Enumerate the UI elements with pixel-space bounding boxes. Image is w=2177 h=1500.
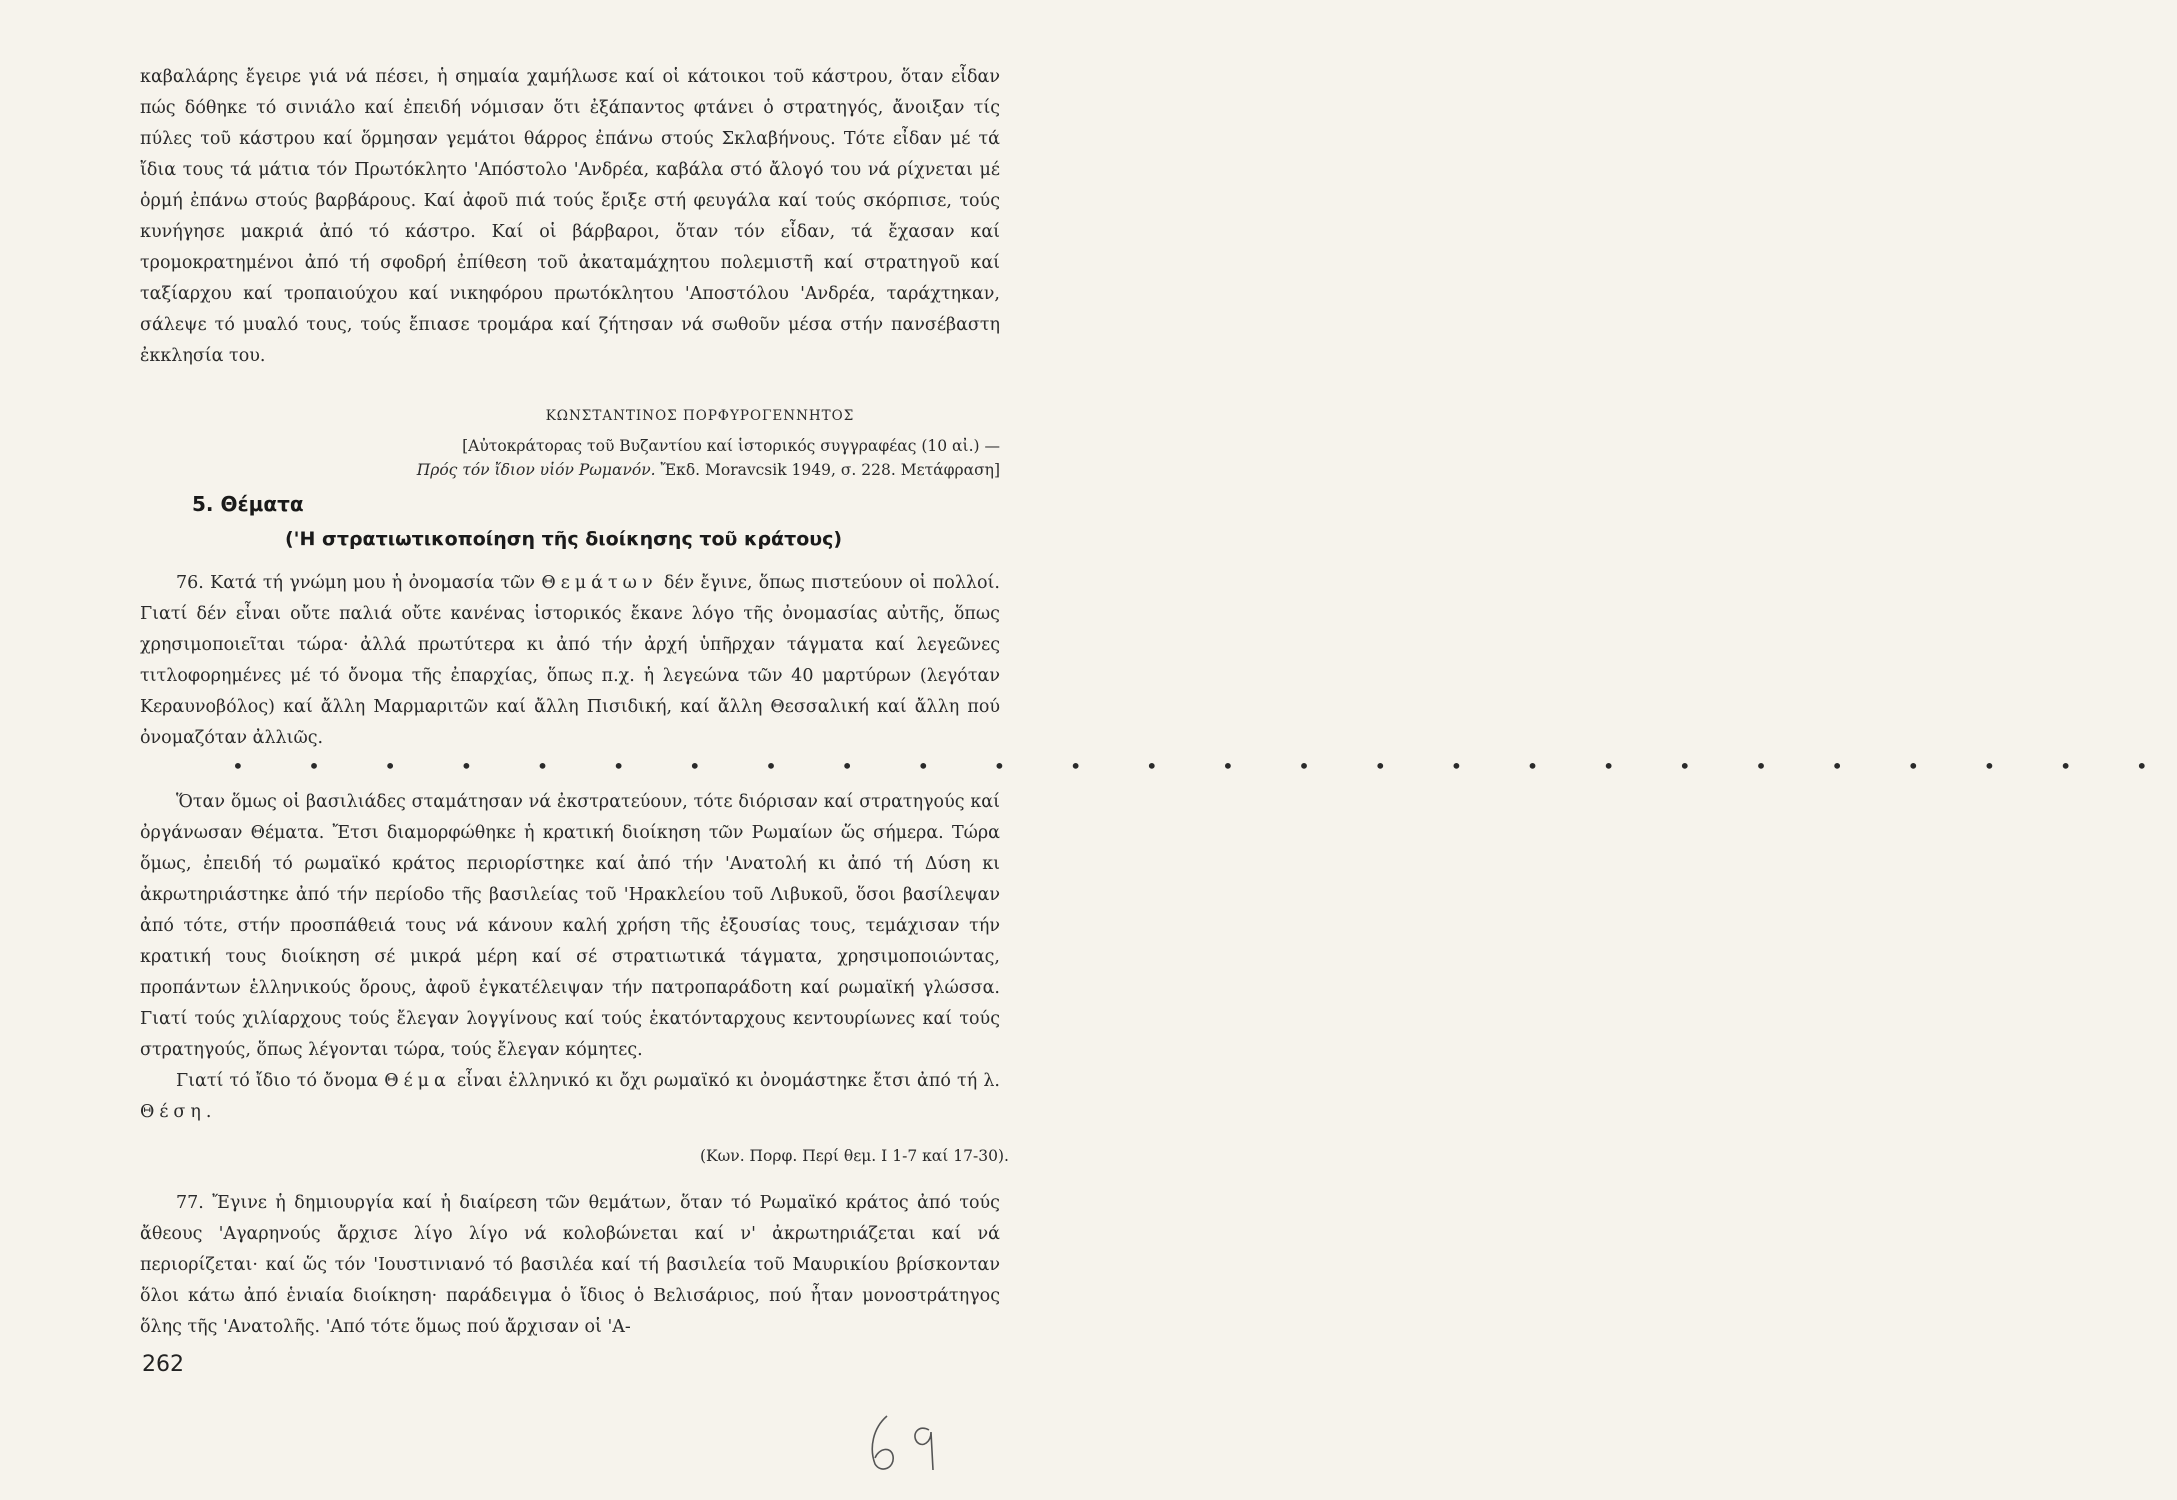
paragraph-76c-spaced-word-1: Θέμα <box>384 1071 451 1091</box>
paragraph-76c-middle: εἶναι ἑλληνικό κι ὄχι ρωμαϊκό κι ὀνομάστηκε ἔτσι ἀπό τή λ. <box>457 1071 1000 1091</box>
paragraph-76-rest: δέν ἔγινε, ὅπως πιστεύουν οἱ πολλοί. Γιατί δέν εἶναι οὔτε παλιά οὔτε κανένας ἱστορικός ἔκανε λόγο τῆς ὀνομασίας αὐτῆς, ὅπως χρησιμοποιεῖται τώρα· ἀλλά πρωτύτερα κι ἀπό τήν ἀρχή ὑπῆρχαν τάγματα καί λεγεῶνες τιτλοφορημένες μέ τό ὄνομα τῆς ἐπαρχίας, ὅπως π.χ. ἡ λεγεώνα τῶν 40 μαρτύρων (λεγόταν Κεραυνοβόλος) καί ἄλλη Μαρμαριτῶν καί ἄλλη Πισιδική, καί ἄλλη Θεσσαλική καί ἄλλη πού ὀνομαζόταν ἀλλιῶς. <box>140 573 1000 748</box>
paragraph-76c-before: Γιατί τό ἴδιο τό ὄνομα <box>176 1071 379 1091</box>
paragraph-76-block <box>140 568 1000 754</box>
source-line-2 <box>360 458 1000 482</box>
paragraph-77-block <box>140 1188 1000 1343</box>
source-attribution <box>360 404 1000 482</box>
intro-paragraph: καβαλάρης ἔγειρε γιά νά πέσει, ἡ σημαία χαμήλωσε καί οἱ κάτοικοι τοῦ κάστρου, ὅταν εἶδαν πώς δόθηκε τό σινιάλο καί ἐπειδή νόμισαν ὅτι ἐξάπαντος φτάνει ὁ στρατηγός, ἄνοιξαν τίς πύλες τοῦ κάστρου καί ὅρμησαν γεμάτοι θάρρος ἐπάνω στούς Σκλαβήνους. Τότε εἶδαν μέ τά ἴδια τους τά μάτια τόν Πρωτόκλητο 'Απόστολο 'Ανδρέα, καβάλα στό ἄλογό του νά ρίχνεται μέ ὁρμή ἐπάνω στούς βαρβάρους. Καί ἀφοῦ πιά τούς ἔριξε στή φευγάλα καί τούς σκόρπισε, τούς κυνήγησε μακριά ἀπό τό κάστρο. Καί οἱ βάρβαροι, ὅταν τόν εἶδαν, τά ἔχασαν καί τρομοκρατημένοι ἀπό τή σφοδρή ἐπίθεση τοῦ ἀκαταμάχητου πολεμιστῆ καί στρατηγοῦ καί ταξίαρχου καί τροπαιούχου καί νικηφόρου πρωτόκλητου 'Αποστόλου 'Ανδρέα, ταράχτηκαν, σάλεψε τό μυαλό τους, τούς ἔπιασε τρομάρα καί ζήτησαν νά σωθοῦν μέσα στήν πανσέβαστη ἐκκλησία του. <box>140 67 1000 366</box>
source-edition: Ἔκδ. Moravcsik 1949, σ. 228. Μετάφραση] <box>655 461 1000 479</box>
paragraph-76c-spaced-word-2: Θέση. <box>140 1102 217 1122</box>
paragraph-76-spaced-word: Θεμάτων <box>541 573 658 593</box>
source-line-1: [Αὐτοκράτορας τοῦ Βυζαντίου καί ἱστορικός συγγραφέας (10 αἰ.) — <box>462 437 1000 455</box>
ellipsis-dots: • • • • • • • • • • • • • • • • • • • • • • • • • • <box>232 754 2177 778</box>
section-title: 5. Θέματα <box>192 492 304 516</box>
intro-paragraph-block <box>140 62 1000 372</box>
handwritten-page-note <box>865 1408 955 1478</box>
section-subtitle: ('Η στρατιωτικοποίηση τῆς διοίκησης τοῦ κράτους) <box>285 528 843 550</box>
page-number: 262 <box>142 1352 184 1377</box>
paragraph-77: 77. Ἔγινε ἡ δημιουργία καί ἡ διαίρεση τῶν θεμάτων, ὅταν τό Ρωμαϊκό κράτος ἀπό τούς ἄθεους 'Αγαρηνούς ἄρχισε λίγο λίγο νά κολοβώνεται καί ν' ἀκρωτηριάζεται καί νά περιορίζεται· καί ὥς τόν 'Ιουστινιανό τό βασιλέα καί τή βασιλεία τοῦ Μαυρικίου βρίσκονταν ὅλοι κάτω ἀπό ἑνιαία διοίκηση· παράδειγμα ὁ ἴδιος ὁ Βελισάριος, πού ἦταν μονοστράτηγος ὅλης τῆς 'Ανατολῆς. 'Από τότε ὅμως πού ἄρχισαν οἱ 'Α- <box>140 1193 1000 1337</box>
paragraph-76-lead: 76. Κατά τή γνώμη μου ἡ ὀνομασία τῶν <box>176 573 536 593</box>
paragraph-76b-block <box>140 787 1000 1128</box>
paragraph-76 <box>140 568 1000 754</box>
source-author: ΚΩΝΣΤΑΝΤΙΝΟΣ ΠΟΡΦΥΡΟΓΕΝΝΗΤΟΣ <box>545 408 855 424</box>
paragraph-76b: Ὅταν ὅμως οἱ βασιλιάδες σταμάτησαν νά ἐκστρατεύουν, τότε διόρισαν καί στρατηγούς καί ὀργάνωσαν Θέματα. Ἔτσι διαμορφώθηκε ἡ κρατική διοίκηση τῶν Ρωμαίων ὥς σήμερα. Τώρα ὅμως, ἐπειδή τό ρωμαϊκό κράτος περιορίστηκε καί ἀπό τήν 'Ανατολή κι ἀπό τή Δύση κι ἀκρωτηριάστηκε ἀπό τήν περίοδο τῆς βασιλείας τοῦ 'Ηρακλείου τοῦ Λιβυκοῦ, ὅσοι βασίλεψαν ἀπό τότε, στήν προσπάθειά τους νά κάνουν καλή χρήση τῆς ἐξουσίας τους, τεμάχισαν τήν κρατική τους διοίκηση σέ μικρά μέρη καί σέ στρατιωτικά τάγματα, χρησιμοποιώντας, προπάντων ἑλληνικούς ὅρους, ἀφοῦ ἐγκατέλειψαν τήν πατροπαράδοτη καί ρωμαϊκή γλώσσα. Γιατί τούς χιλίαρχους τούς ἔλεγαν λογγίνους καί τούς ἑκατόνταρχους κεντουρίωνες καί τούς στρατηγούς, ὅπως λέγονται τώρα, τούς ἔλεγαν κόμητες. <box>140 792 1000 1060</box>
citation: (Κων. Πορφ. Περί θεμ. Ι 1-7 καί 17-30). <box>700 1147 1009 1165</box>
paragraph-76c <box>140 1066 1000 1128</box>
source-work-title: Πρός τόν ἴδιον υἱόν Ρωμανόν. <box>416 461 656 479</box>
